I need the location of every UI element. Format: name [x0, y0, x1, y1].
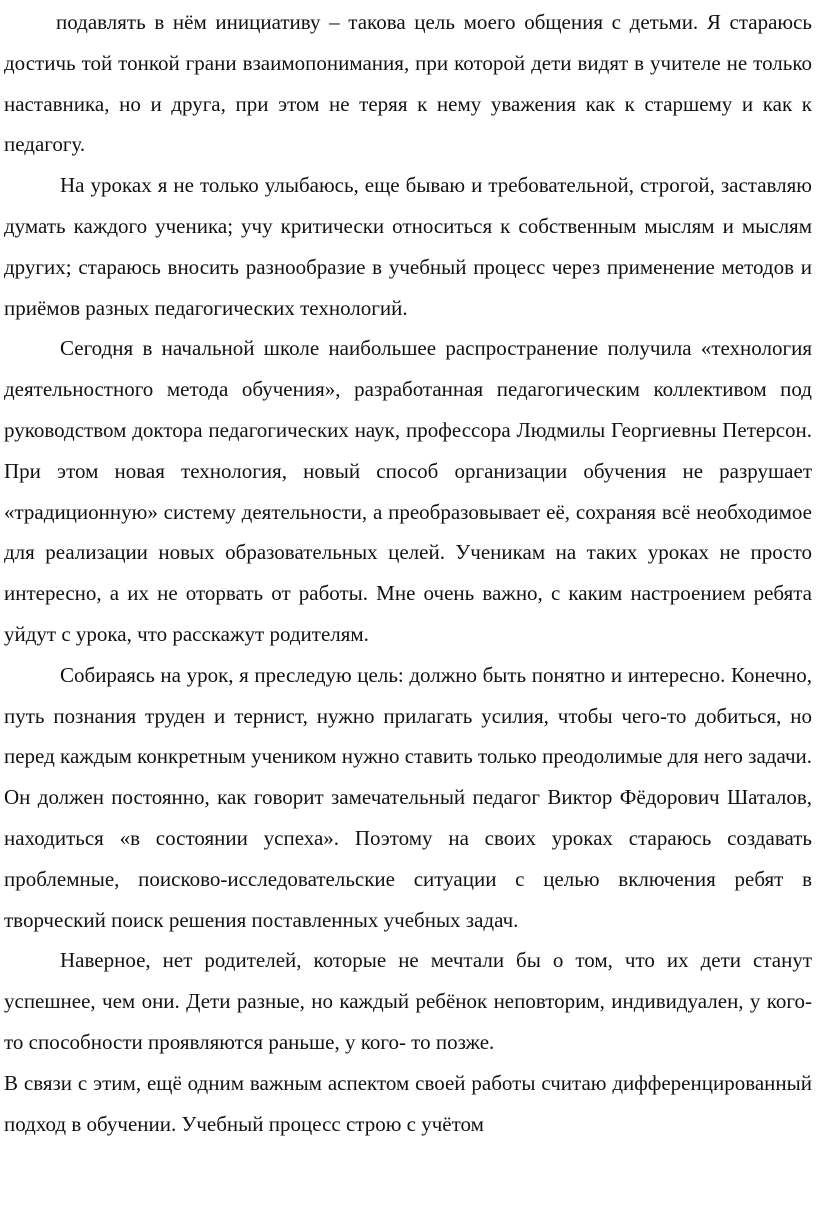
- paragraph-3: Сегодня в начальной школе наибольшее распространение получила «технология деятельностного метода обучения», разработанная педагогическим коллективом под руководством доктора педагогических наук, профессора Людмилы Георгиевны Петерсон. При этом новая технология, новый способ организации обучения не разрушает «традиционную» систему деятельности, а преобразовывает её, сохраняя всё необходимое для реализации новых образовательных целей. Ученикам на таких уроках не просто интересно, а их не оторвать от работы. Мне очень важно, с каким настроением ребята уйдут с урока, что расскажут родителям.: [4, 336, 812, 646]
- paragraph-5: Наверное, нет родителей, которые не мечтали бы о том, что их дети станут успешнее, чем они. Дети разные, но каждый ребёнок неповторим, индивидуален, у кого-то способности проявляются раньше, у кого- то позже.: [4, 948, 812, 1054]
- paragraph-2: На уроках я не только улыбаюсь, еще бываю и требовательной, строгой, заставляю думать каждого ученика; учу критически относиться к собственным мыслям и мыслям других; стараюсь вносить разнообразие в учебный процесс через применение методов и приёмов разных педагогических технологий.: [4, 173, 812, 320]
- paragraph-1: подавлять в нём инициативу – такова цель моего общения с детьми. Я стараюсь достичь той тонкой грани взаимопонимания, при которой дети видят в учителе не только наставника, но и друга, при этом не теряя к нему уважения как к старшему и как к педагогу.: [4, 10, 812, 157]
- paragraph-6: В связи с этим, ещё одним важным аспектом своей работы считаю дифференцированный подход в обучении. Учебный процесс строю с учётом: [4, 1070, 812, 1136]
- paragraph-4: Собираясь на урок, я преследую цель: должно быть понятно и интересно. Конечно, путь познания труден и тернист, нужно прилагать усилия, чтобы чего-то добиться, но перед каждым конкретным учеником нужно ставить только преодолимые для него задачи. Он должен постоянно, как говорит замечательный педагог Виктор Фёдорович Шаталов, находиться «в состоянии успеха». Поэтому на своих уроках стараюсь создавать проблемные, поисково-исследовательские ситуации с целью включения ребят в творческий поиск решения поставленных учебных задач.: [4, 662, 812, 932]
